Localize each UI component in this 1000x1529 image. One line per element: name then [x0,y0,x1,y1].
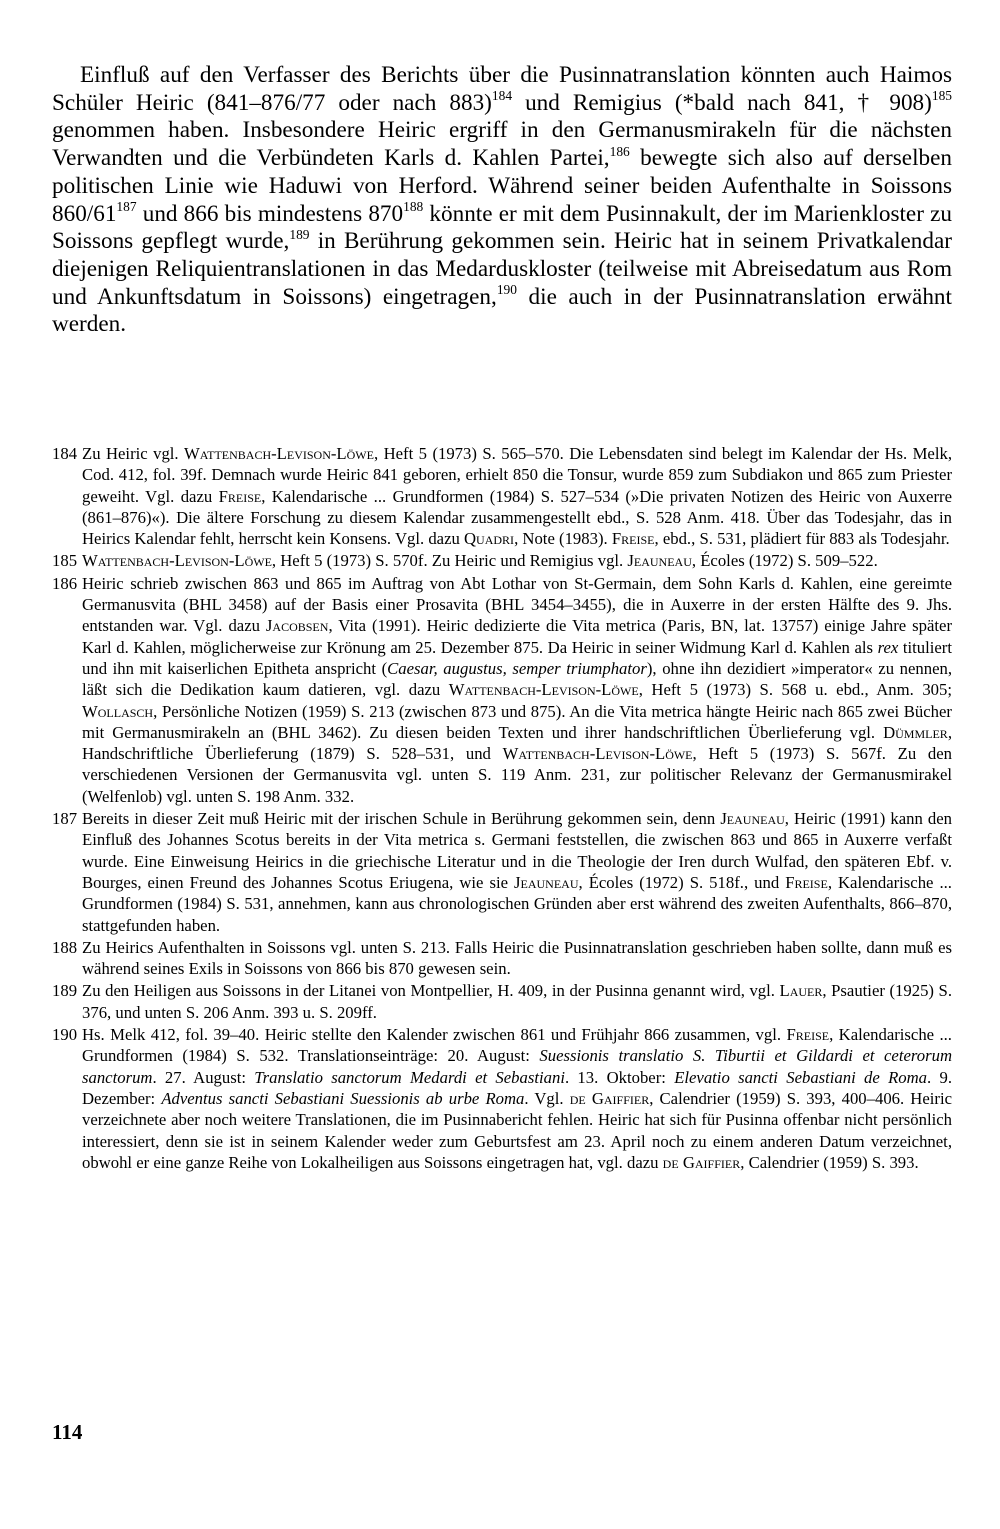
text-segment: , Kalendarische ... Grundformen (1984) S. 527–534 (»Die privaten Notizen des Heiric von Auxerre (861–876)«). Die ältere Forschung zu diesem Kalendar zusammengestellt ebd., S. 528 Anm. 418. Über das Todesjahr, das in Heirics Kalendar fehlt, herrscht kein Konsens. Vgl. dazu [82,486,952,549]
author-name: Freise [786,1025,830,1045]
text-segment: . 9. Dezember: [82,1067,952,1108]
text-segment: Einfluß auf den Verfasser des Berichts über die Pusinnatranslation könnten auch Haimos Schüler Heiric (841–876/77 oder nach 883) [52,62,952,116]
text-segment: Zu Heiric vgl. [82,444,185,463]
footnote-184 [52,443,952,549]
text-segment: , Persönliche Notizen (1959) S. 213 (zwischen 873 und 875). An die Vita metrica hängte Heiric nach 865 zwei Bücher mit Germanusmirakeln an (BHL 3462). Zu diesen beiden Texten und ihrer handschriftlichen Überlieferung vgl. [82,701,952,742]
author-name: Wattenbach-Levison-Löwe [502,744,693,764]
text-segment: , Handschriftliche Überlieferung (1879) S. 528–531, und [82,722,952,764]
text-segment: , Vita (1991). Heiric dedizierte die Vita metrica (Paris, BN, lat. 13757) einige Jahre später Karl d. Kahlen, möglicherweise zur Krönung am 25. Dezember 875. Da Heiric in seiner Widmung Karl d. Kahlen als [82,616,952,657]
footnote-text [82,444,952,548]
footnote-reference: 184 [491,88,513,104]
footnote-188 [52,937,952,980]
text-segment: Bereits in dieser Zeit muß Heiric mit der irischen Schule in Berührung gekommen sein, denn [82,809,721,829]
footnote-number: 184 [52,444,78,463]
text-segment: könnte er mit dem Pusinnakult, der im Marienkloster zu Soissons gepflegt wurde, [52,200,952,255]
text-segment: . 13. Oktober: [564,1067,675,1087]
text-segment: , Écoles (1972) S. 509–522. [691,551,878,571]
footnote-number: 187 [52,809,78,829]
main-paragraph-body [52,62,952,337]
footnote-reference: 190 [496,282,517,298]
text-segment: , Kalendarische ... Grundformen (1984) S. 532. Translationseinträge: 20. August: [82,1025,952,1066]
text-segment: tituliert und ihn mit kaiserlichen Epitheta anspricht ( [82,637,952,678]
text-segment: Zu den Heiligen aus Soissons in der Litanei von Montpellier, H. 409, in der Pusinna genannt wird, vgl. [82,981,780,1001]
main-paragraph [52,62,952,339]
text-segment: in Berührung gekommen sein. Heiric hat in seinem Privatkalendar diejenigen Reliquientranslationen in das Medarduskloster (teilweise mit Abreisedatum aus Rom und Ankunftsdatum in Soissons) eingetragen, [52,228,952,310]
italic-text: Caesar, augustus, semper triumphator [387,658,647,678]
text-segment: , Psautier (1925) S. 376, und unten S. 206 Anm. 393 u. S. 209ff. [82,981,952,1022]
page-number: 114 [52,1420,83,1444]
text-segment: , Heft 5 (1973) S. 567f. Zu den verschiedenen Versionen der Germanusvita vgl. unten S. 119 Anm. 231, zur politischer Relevanz der Germanusmirakel (Welfenlob) vgl. unten S. 198 Anm. 332. [82,744,952,806]
text-segment: genommen haben. Insbesondere Heiric ergriff in den Germanusmirakeln für die nächsten Verwandten und die Verbündeten Karls d. Kahlen Partei, [52,117,952,172]
author-name: Freise [611,529,655,549]
italic-text: Elevatio sancti Sebastiani de Roma [674,1067,928,1087]
text-segment: Hs. Melk 412, fol. 39–40. Heiric stellte den Kalender zwischen 861 und Frühjahr 866 zusammen, vgl. [82,1025,787,1045]
text-segment: . 27. August: [152,1067,255,1087]
text-segment: , Heft 5 (1973) S. 568 u. ebd., Anm. 305; [638,680,953,700]
author-name: Lauer [779,981,823,1001]
footnote-text [82,809,952,934]
footnote-text [82,574,952,806]
text-segment: , Heiric (1991) kann den Einfluß des Johannes Scotus bereits in der Vita metrica s. Germani feststellen, die zwischen 863 und 865 in Auxerre verfaßt wurde. Eine Einweisung Heirics in die griechische Literatur und in die Theologie der Iren durch Wulfad, den späteren Ebf. v. Bourges, einen Freund des Johannes Scotus Eriugena, wie sie [82,809,953,892]
text-segment: , Heft 5 (1973) S. 570f. Zu Heiric und Remigius vgl. [271,551,628,571]
footnote-number: 185 [52,551,78,571]
footnote-186 [52,573,952,807]
author-name: Jacobsen [265,616,329,636]
text-segment: , Note (1983). [514,529,612,549]
author-name: Freise [785,872,828,892]
text-segment: bewegte sich also auf derselben politischen Linie wie Haduwi von Herford. Während seiner beiden Aufenthalte in Soissons 860/61 [52,145,952,227]
footnotes-section [52,443,952,1174]
text-segment: , ebd., S. 531, plädiert für 883 als Todesjahr. [654,529,950,549]
italic-text: Suessionis translatio S. Tiburtii et Gildardi et ceterorum sanctorum [82,1046,952,1087]
text-segment: , Calendrier (1959) S. 393. [740,1152,919,1172]
text-segment: und Remigius (*bald nach 841, † 908) [512,89,932,116]
text-segment: , Kalendarische ... Grundformen (1984) S. 531, annehmen, kann aus chronologischen Gründen aber erst während des zweiten Aufenthalts, 866–870, stattgefunden haben. [82,872,952,935]
footnote-text [82,551,878,570]
footnote-reference: 185 [931,88,953,104]
footnote-number: 189 [52,981,78,1001]
text-segment: . Vgl. [524,1088,570,1108]
author-name: Jeauneau [514,872,579,892]
footnote-number: 186 [52,573,78,593]
text-segment: , Heft 5 (1973) S. 565–570. Die Lebensdaten sind belegt im Kalendar der Hs. Melk, Cod. 412, fol. 39f. Demnach wurde Heiric 841 geboren, erhielt 850 die Tonsur, wurde 859 zum Subdiakon und 865 zum Priester geweiht. Vgl. dazu [82,444,952,506]
text-segment: die auch in der Pusinnatranslation erwähnt werden. [52,283,952,338]
footnote-189 [52,980,952,1023]
text-segment: und 866 bis mindestens 870 [136,200,404,227]
footnote-reference: 187 [116,199,137,215]
author-name: de Gaiffier [569,1088,650,1108]
author-name: Wattenbach-Levison-Löwe [82,551,272,571]
text-segment: ), ohne ihn dezidiert »imperator« zu nennen, läßt sich die Dedikation kaum datieren, vgl. dazu [82,658,952,700]
author-name: Jeauneau [720,809,785,829]
footnote-text [82,938,952,978]
footnote-reference: 188 [403,199,424,215]
italic-text: rex [877,637,899,657]
text-segment: Heiric schrieb zwischen 863 und 865 im Auftrag von Abt Lothar von St-Germain, dem Sohn Karls d. Kahlen, eine gereimte Germanusvita (BHL 3458) auf der Basis einer Prosavita (BHL 3454–3455), die in Auxerre in der ersten Hälfte des 9. Jhs. entstanden war. Vgl. dazu [82,573,952,636]
author-name: Freise [218,486,262,506]
footnote-number: 188 [52,937,78,957]
italic-text: Adventus sancti Sebastiani Suessionis ab urbe Roma [161,1088,525,1108]
author-name: Wattenbach-Levison-Löwe [448,680,639,700]
footnote-185 [52,550,952,571]
author-name: Quadri [464,529,515,549]
footnote-187 [52,808,952,936]
author-name: Wattenbach-Levison-Löwe [184,444,374,463]
text-segment: , Calendrier (1959) S. 393, 400–406. Heiric verzeichnete aber noch weitere Translationen, die im Pusinnabericht fehlen. Heiric hat sich für Pusinna offenbar nicht persönlich interessiert, denn sie ist in seinem Kalender weder zum Geburtsfest am 23. April noch zu einem anderen Datum verzeichnet, obwohl er eine ganze Reihe von Lokalheiligen aus Soissons eingetragen hat, vgl. dazu [82,1088,952,1172]
author-name: de Gaiffier [662,1152,741,1172]
footnote-reference: 186 [609,143,630,159]
footnote-reference: 189 [289,226,310,242]
italic-text: Translatio sanctorum Medardi et Sebastiani [254,1067,565,1087]
footnote-text [82,1025,952,1172]
author-name: Wollasch [82,701,154,721]
author-name: Jeauneau [627,551,692,571]
text-segment: , Écoles (1972) S. 518f., und [578,872,786,892]
author-name: Dümmler [883,722,948,742]
footnote-text [82,981,952,1021]
text-segment: Zu Heirics Aufenthalten in Soissons vgl. unten S. 213. Falls Heiric die Pusinnatranslation geschrieben haben sollte, dann muß es während seines Exils in Soissons von 866 bis 870 gewesen sein. [82,937,952,979]
footnote-190 [52,1024,952,1173]
footnote-number: 190 [52,1025,78,1045]
